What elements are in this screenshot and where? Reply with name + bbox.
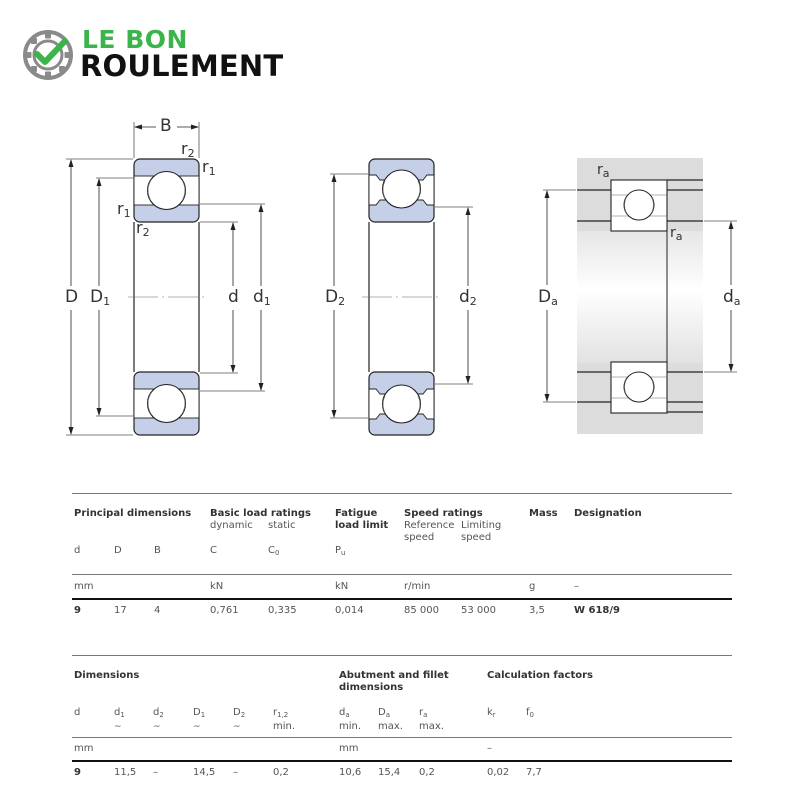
value-B: 4: [154, 605, 161, 616]
subhead-reference-2: speed: [404, 532, 435, 543]
divider: [72, 737, 732, 738]
divider-thick: [72, 760, 732, 762]
sym-d2: $d_2$ ~: [153, 707, 164, 732]
value-mass: 3,5: [529, 605, 545, 616]
sym-Da: $D_a$ max.: [378, 707, 403, 732]
divider-thick: [72, 598, 732, 600]
label-r2-left: $r_2$: [136, 218, 150, 239]
unit-g: g: [529, 581, 536, 592]
value-da: 10,6: [339, 767, 362, 778]
sym-C0: $C_0$: [268, 545, 280, 557]
label-ra-top: $r_a$: [597, 162, 610, 180]
group-abutment-2: dimensions: [339, 682, 404, 693]
label-d2: $d_2$: [459, 287, 477, 308]
sym-d: d: [74, 545, 81, 556]
sym-d: d: [74, 707, 81, 718]
diagram-drawing: [0, 100, 800, 460]
sym-da: $d_a$ min.: [339, 707, 362, 732]
logo-line2: ROULEMENT: [80, 49, 284, 83]
value-d1: 11,5: [114, 767, 137, 778]
value-d2: –: [153, 767, 158, 778]
sym-Pu: $P_u$: [335, 545, 346, 557]
sym-D: D: [114, 545, 122, 556]
value-D1: 14,5: [193, 767, 216, 778]
group-abutment-1: Abutment and fillet: [339, 670, 449, 681]
subhead-reference-1: Reference: [404, 520, 455, 531]
value-d: 9: [74, 767, 81, 778]
group-fatigue-1: Fatigue: [335, 508, 378, 519]
value-C: 0,761: [210, 605, 239, 616]
value-designation: W 618/9: [574, 605, 620, 616]
group-dimensions: Dimensions: [74, 670, 140, 681]
subhead-static: static: [268, 520, 296, 531]
group-basic-load-ratings: Basic load ratings: [210, 508, 311, 519]
value-limiting-speed: 53 000: [461, 605, 496, 616]
subhead-limiting-2: speed: [461, 532, 492, 543]
sym-kr: $k_r$: [487, 707, 496, 719]
sym-r12: $r_{1,2}$ min.: [273, 707, 296, 732]
value-d: 9: [74, 605, 81, 616]
label-D2: $D_2$: [325, 287, 346, 308]
sym-ra: $r_a$ max.: [419, 707, 444, 732]
label-D: D: [65, 287, 79, 307]
label-Da: $D_a$: [538, 287, 558, 308]
sym-d1: $d_1$ ~: [114, 707, 125, 732]
value-reference-speed: 85 000: [404, 605, 439, 616]
label-r2-top: $r_2$: [181, 139, 195, 160]
subhead-dynamic: dynamic: [210, 520, 253, 531]
value-C0: 0,335: [268, 605, 297, 616]
unit-mm: mm: [74, 581, 94, 592]
sym-f0: $f_0$: [526, 707, 534, 719]
brand-logo: [22, 27, 312, 87]
group-mass: Mass: [529, 508, 558, 519]
value-f0: 7,7: [526, 767, 542, 778]
bearing-check-icon: [22, 29, 74, 81]
sym-D2: $D_2$ ~: [233, 707, 246, 732]
group-designation: Designation: [574, 508, 642, 519]
figure-shielded-dimensions: [330, 159, 473, 435]
value-Da: 15,4: [378, 767, 401, 778]
logo-line1: LE BON: [82, 25, 188, 54]
label-r1-top: $r_1$: [202, 157, 216, 178]
value-ra: 0,2: [419, 767, 435, 778]
value-D2: –: [233, 767, 238, 778]
label-da: $d_a$: [723, 287, 741, 308]
value-Pu: 0,014: [335, 605, 364, 616]
figure-abutment-dimensions: [543, 158, 737, 434]
value-D: 17: [114, 605, 127, 616]
subhead-limiting-1: Limiting: [461, 520, 502, 531]
value-r12: 0,2: [273, 767, 289, 778]
unit-mm-abutment: mm: [339, 743, 359, 754]
divider: [72, 493, 732, 494]
label-d: d: [228, 287, 239, 307]
unit-mm-dimensions: mm: [74, 743, 94, 754]
label-B: B: [160, 116, 172, 136]
sym-B: B: [154, 545, 161, 556]
unit-calculation: –: [487, 743, 492, 754]
divider: [72, 574, 732, 575]
group-principal-dimensions: Principal dimensions: [74, 508, 192, 519]
unit-kN-fatigue: kN: [335, 581, 349, 592]
sym-C: C: [210, 545, 217, 556]
label-ra-mid: $r_a$: [670, 225, 683, 243]
unit-kN-load: kN: [210, 581, 224, 592]
bearing-diagrams: [0, 100, 800, 460]
group-speed-ratings: Speed ratings: [404, 508, 483, 519]
label-D1: $D_1$: [90, 287, 111, 308]
divider: [72, 655, 732, 656]
label-r1-left: $r_1$: [117, 199, 131, 220]
label-d1: $d_1$: [253, 287, 271, 308]
group-fatigue-2: load limit: [335, 520, 389, 531]
group-calculation-factors: Calculation factors: [487, 670, 593, 681]
sym-D1: $D_1$ ~: [193, 707, 206, 732]
unit-rmin: r/min: [404, 581, 431, 592]
unit-designation: –: [574, 581, 579, 592]
figure-principal-dimensions: [66, 122, 265, 435]
value-kr: 0,02: [487, 767, 510, 778]
